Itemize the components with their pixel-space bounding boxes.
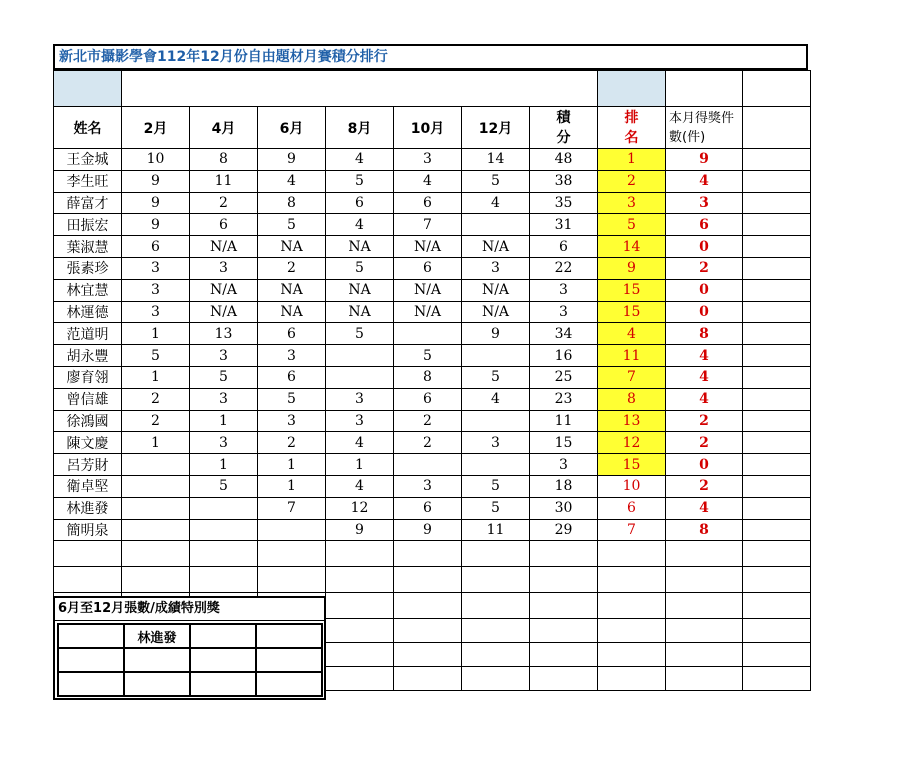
empty-cell [394, 541, 462, 567]
rank-value: 2 [598, 170, 666, 192]
rank-value: 4 [598, 323, 666, 345]
month-score: 3 [122, 279, 190, 301]
month-score: 5 [394, 345, 462, 367]
table-row [54, 475, 811, 497]
month-score: 7 [258, 497, 326, 519]
empty-cell [462, 643, 530, 667]
total-score: 25 [530, 366, 598, 388]
month-score: 9 [122, 192, 190, 214]
month-score: 4 [326, 475, 394, 497]
month-score: 5 [462, 497, 530, 519]
awards-count: 4 [666, 388, 743, 410]
empty-cell [530, 567, 598, 593]
month-header: 10月 [394, 107, 462, 149]
empty-cell [598, 541, 666, 567]
month-score: 5 [326, 323, 394, 345]
month-score: 3 [190, 257, 258, 279]
member-name: 張素珍 [54, 257, 122, 279]
sheet-title: 新北市攝影學會112年12月份自由題材月賽積分排行 [53, 44, 808, 70]
month-score: 6 [258, 323, 326, 345]
rank-value: 15 [598, 301, 666, 323]
table-row [54, 497, 811, 519]
empty-cell [598, 593, 666, 619]
awards-header: 本月得獎件數(件) [666, 107, 743, 149]
empty-cell [743, 497, 811, 519]
empty-cell [394, 643, 462, 667]
month-score: 2 [258, 257, 326, 279]
table-row [54, 214, 811, 236]
rank-value: 13 [598, 410, 666, 432]
month-header: 4月 [190, 107, 258, 149]
month-score: 2 [394, 432, 462, 454]
month-score: 6 [394, 497, 462, 519]
month-score: 5 [326, 257, 394, 279]
month-score: 4 [258, 170, 326, 192]
month-score: 9 [394, 519, 462, 541]
month-score: 1 [122, 366, 190, 388]
month-score [326, 366, 394, 388]
member-name: 薛富才 [54, 192, 122, 214]
month-score: 2 [394, 410, 462, 432]
table-row [54, 257, 811, 279]
month-score: 11 [462, 519, 530, 541]
month-score: 12 [326, 497, 394, 519]
total-score: 11 [530, 410, 598, 432]
rank-value: 15 [598, 454, 666, 476]
table-row [54, 519, 811, 541]
empty-cell [743, 388, 811, 410]
empty-cell [743, 519, 811, 541]
month-score: 4 [326, 149, 394, 171]
awards-count: 8 [666, 323, 743, 345]
empty-cell [743, 214, 811, 236]
awards-count: 4 [666, 366, 743, 388]
empty-cell [462, 567, 530, 593]
month-score: 8 [258, 192, 326, 214]
member-name: 王金城 [54, 149, 122, 171]
month-score: 4 [326, 432, 394, 454]
month-score: 9 [462, 323, 530, 345]
month-score: 5 [190, 475, 258, 497]
month-score: 5 [122, 345, 190, 367]
awards-count: 0 [666, 236, 743, 258]
table-row [54, 236, 811, 258]
month-score: NA [326, 279, 394, 301]
empty-row [54, 567, 811, 593]
table-row [54, 345, 811, 367]
month-score: NA [258, 301, 326, 323]
empty-cell [666, 619, 743, 643]
member-name: 陳文慶 [54, 432, 122, 454]
month-score: 9 [258, 149, 326, 171]
member-name: 林進發 [54, 497, 122, 519]
month-score: 8 [190, 149, 258, 171]
empty-row [54, 541, 811, 567]
table-row [54, 432, 811, 454]
total-score: 31 [530, 214, 598, 236]
month-score: 4 [394, 170, 462, 192]
month-score: 3 [462, 432, 530, 454]
column-header-row [54, 107, 811, 149]
awards-count: 2 [666, 257, 743, 279]
empty-cell [743, 366, 811, 388]
month-score: 3 [190, 345, 258, 367]
member-name: 曾信雄 [54, 388, 122, 410]
empty-cell [394, 667, 462, 691]
header-fill-cell [54, 71, 122, 107]
empty-cell [190, 541, 258, 567]
month-score [462, 345, 530, 367]
month-score: N/A [394, 301, 462, 323]
rank-value: 1 [598, 149, 666, 171]
rank-value: 6 [598, 497, 666, 519]
empty-cell [530, 541, 598, 567]
month-score: 6 [258, 366, 326, 388]
empty-cell [743, 345, 811, 367]
rank-value: 7 [598, 366, 666, 388]
empty-cell [743, 593, 811, 619]
month-score: 9 [122, 170, 190, 192]
rank-value: 15 [598, 279, 666, 301]
month-score [462, 214, 530, 236]
empty-cell [743, 279, 811, 301]
empty-cell [743, 410, 811, 432]
total-score: 3 [530, 454, 598, 476]
month-score: 6 [394, 192, 462, 214]
month-score: 3 [394, 149, 462, 171]
rank-header-fill-cell [598, 71, 666, 107]
table-row [54, 301, 811, 323]
awards-count: 0 [666, 279, 743, 301]
month-score [462, 454, 530, 476]
month-score: 14 [462, 149, 530, 171]
empty-cell [743, 567, 811, 593]
empty-cell [743, 149, 811, 171]
awards-count: 9 [666, 149, 743, 171]
table-row [54, 192, 811, 214]
empty-cell [326, 593, 394, 619]
month-score: 1 [258, 475, 326, 497]
month-score: 5 [258, 388, 326, 410]
month-score: 6 [122, 236, 190, 258]
month-score: 6 [394, 257, 462, 279]
awards-count: 4 [666, 345, 743, 367]
total-score: 23 [530, 388, 598, 410]
table-row [54, 388, 811, 410]
total-score: 29 [530, 519, 598, 541]
empty-cell [394, 567, 462, 593]
month-score: 5 [462, 170, 530, 192]
month-score: 1 [258, 454, 326, 476]
month-score [394, 454, 462, 476]
month-score: 5 [462, 366, 530, 388]
rank-value: 8 [598, 388, 666, 410]
rank-header: 排 名 [598, 107, 666, 149]
month-score: 6 [326, 192, 394, 214]
empty-cell [54, 541, 122, 567]
month-score: 1 [122, 323, 190, 345]
table-row [54, 279, 811, 301]
total-header: 積 分 [530, 107, 598, 149]
month-score: 4 [462, 192, 530, 214]
awards-count: 0 [666, 454, 743, 476]
awards-count: 3 [666, 192, 743, 214]
empty-cell [462, 667, 530, 691]
month-score: 2 [122, 410, 190, 432]
member-name: 徐鴻國 [54, 410, 122, 432]
empty-cell [530, 619, 598, 643]
awards-count: 2 [666, 475, 743, 497]
month-score: 2 [190, 192, 258, 214]
awards-count: 8 [666, 519, 743, 541]
empty-cell [743, 192, 811, 214]
empty-cell [258, 541, 326, 567]
month-score [326, 345, 394, 367]
name-header: 姓名 [54, 107, 122, 149]
empty-cell [743, 643, 811, 667]
month-score: N/A [462, 279, 530, 301]
month-score: 6 [190, 214, 258, 236]
rank-value: 10 [598, 475, 666, 497]
member-name: 簡明泉 [54, 519, 122, 541]
month-score: 5 [190, 366, 258, 388]
rank-value: 12 [598, 432, 666, 454]
month-score: N/A [394, 236, 462, 258]
empty-cell [326, 643, 394, 667]
empty-cell [394, 619, 462, 643]
month-score: N/A [462, 236, 530, 258]
total-score: 16 [530, 345, 598, 367]
table-row [54, 323, 811, 345]
empty-cell [462, 541, 530, 567]
total-score: 34 [530, 323, 598, 345]
awards-count: 4 [666, 497, 743, 519]
special-award-title: 6月至12月張數/成績特別獎 [55, 598, 324, 621]
empty-cell [743, 323, 811, 345]
empty-cell [326, 667, 394, 691]
rank-value: 11 [598, 345, 666, 367]
month-score: 4 [462, 388, 530, 410]
awards-count: 2 [666, 410, 743, 432]
month-score [122, 454, 190, 476]
month-score [258, 519, 326, 541]
month-score: 3 [190, 432, 258, 454]
special-award-box [53, 596, 326, 700]
month-score: N/A [462, 301, 530, 323]
empty-cell [258, 567, 326, 593]
total-score: 38 [530, 170, 598, 192]
month-score: NA [326, 236, 394, 258]
empty-cell [530, 593, 598, 619]
month-score: 1 [122, 432, 190, 454]
blank-header-row [54, 71, 811, 107]
empty-cell [743, 475, 811, 497]
month-header: 12月 [462, 107, 530, 149]
month-score: 7 [394, 214, 462, 236]
empty-cell [666, 593, 743, 619]
empty-cell [326, 541, 394, 567]
rank-value: 9 [598, 257, 666, 279]
month-score: 3 [122, 257, 190, 279]
empty-cell [122, 567, 190, 593]
member-name: 范道明 [54, 323, 122, 345]
empty-cell [743, 432, 811, 454]
month-score: 10 [122, 149, 190, 171]
month-score [122, 497, 190, 519]
empty-cell [326, 619, 394, 643]
member-name: 葉淑慧 [54, 236, 122, 258]
month-score: 3 [258, 345, 326, 367]
empty-cell [666, 567, 743, 593]
month-score: 6 [394, 388, 462, 410]
total-score: 22 [530, 257, 598, 279]
empty-cell [743, 619, 811, 643]
empty-cell [743, 170, 811, 192]
month-score: 5 [258, 214, 326, 236]
month-score: 3 [122, 301, 190, 323]
month-score: NA [326, 301, 394, 323]
empty-cell [598, 567, 666, 593]
month-score: 4 [326, 214, 394, 236]
awards-count: 4 [666, 170, 743, 192]
empty-cell [743, 301, 811, 323]
month-score: 8 [394, 366, 462, 388]
member-name: 呂芳財 [54, 454, 122, 476]
month-header: 2月 [122, 107, 190, 149]
table-row [54, 170, 811, 192]
month-score: N/A [190, 279, 258, 301]
month-score: 3 [394, 475, 462, 497]
month-score: N/A [190, 236, 258, 258]
month-header: 6月 [258, 107, 326, 149]
total-score: 3 [530, 301, 598, 323]
month-score [122, 475, 190, 497]
month-score [190, 519, 258, 541]
empty-cell [598, 643, 666, 667]
month-score: 5 [462, 475, 530, 497]
empty-cell [666, 541, 743, 567]
month-score: 13 [190, 323, 258, 345]
table-row [54, 366, 811, 388]
member-name: 李生旺 [54, 170, 122, 192]
month-score: 9 [326, 519, 394, 541]
member-name: 廖育翎 [54, 366, 122, 388]
month-score: 1 [326, 454, 394, 476]
table-row [54, 410, 811, 432]
empty-cell [666, 667, 743, 691]
empty-cell [598, 619, 666, 643]
month-score: NA [258, 236, 326, 258]
total-score: 48 [530, 149, 598, 171]
empty-cell [326, 567, 394, 593]
total-score: 35 [530, 192, 598, 214]
member-name: 林運德 [54, 301, 122, 323]
empty-cell [743, 541, 811, 567]
month-score: 9 [122, 214, 190, 236]
total-score: 18 [530, 475, 598, 497]
month-score [462, 410, 530, 432]
empty-cell [666, 643, 743, 667]
member-name: 胡永豐 [54, 345, 122, 367]
month-score: NA [258, 279, 326, 301]
month-score: 2 [122, 388, 190, 410]
empty-cell [394, 593, 462, 619]
month-score: 1 [190, 454, 258, 476]
month-score: 3 [462, 257, 530, 279]
month-score [190, 497, 258, 519]
table-row [54, 149, 811, 171]
special-award-winner: 林進發 [124, 624, 190, 648]
empty-cell [530, 643, 598, 667]
month-score: 5 [326, 170, 394, 192]
table-row [54, 454, 811, 476]
empty-cell [743, 454, 811, 476]
month-score: N/A [394, 279, 462, 301]
empty-cell [530, 667, 598, 691]
month-score: 3 [190, 388, 258, 410]
total-score: 15 [530, 432, 598, 454]
empty-cell [462, 619, 530, 643]
empty-cell [743, 257, 811, 279]
special-award-table [57, 623, 323, 697]
month-score: N/A [190, 301, 258, 323]
awards-count: 0 [666, 301, 743, 323]
member-name: 林宜慧 [54, 279, 122, 301]
awards-count: 2 [666, 432, 743, 454]
month-score: 3 [326, 410, 394, 432]
rank-value: 7 [598, 519, 666, 541]
empty-cell [122, 541, 190, 567]
month-score: 2 [258, 432, 326, 454]
empty-cell [190, 567, 258, 593]
total-score: 6 [530, 236, 598, 258]
rank-value: 5 [598, 214, 666, 236]
empty-cell [462, 593, 530, 619]
total-score: 3 [530, 279, 598, 301]
rank-value: 14 [598, 236, 666, 258]
month-score: 3 [258, 410, 326, 432]
empty-cell [743, 236, 811, 258]
empty-cell [598, 667, 666, 691]
awards-count: 6 [666, 214, 743, 236]
month-score [122, 519, 190, 541]
member-name: 衛卓堅 [54, 475, 122, 497]
month-score: 3 [326, 388, 394, 410]
month-score: 1 [190, 410, 258, 432]
empty-cell [54, 567, 122, 593]
month-score: 11 [190, 170, 258, 192]
member-name: 田振宏 [54, 214, 122, 236]
month-score [394, 323, 462, 345]
empty-cell [743, 667, 811, 691]
month-header: 8月 [326, 107, 394, 149]
total-score: 30 [530, 497, 598, 519]
rank-value: 3 [598, 192, 666, 214]
